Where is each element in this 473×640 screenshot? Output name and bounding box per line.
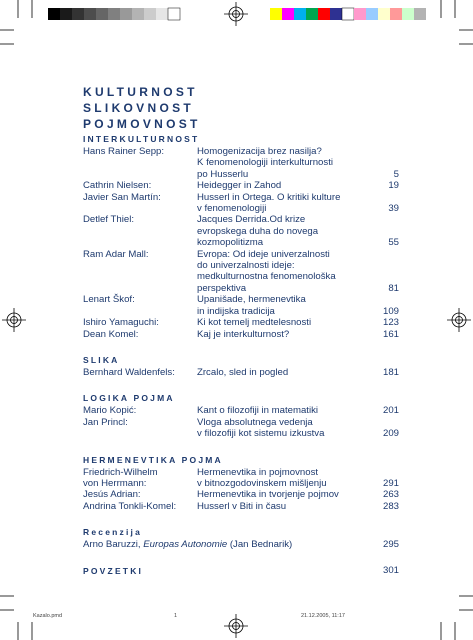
toc-entry-row xyxy=(83,329,399,340)
entry-author: Jan Princl: xyxy=(83,416,128,428)
toc-entry-row xyxy=(83,203,399,214)
entry-author: von Herrmann: xyxy=(83,477,147,489)
entry-title: do univerzalnosti ideje: xyxy=(197,260,295,272)
entry-title: Hermenevtika in tvorjenje pojmov xyxy=(197,489,339,501)
toc-entry-row xyxy=(83,192,399,203)
entry-author: Bernhard Waldenfels: xyxy=(83,366,175,378)
grayscale-bar xyxy=(48,8,180,20)
entry-title: perspektiva xyxy=(197,282,247,294)
entry-title: Upanišade, hermenevtika xyxy=(197,294,306,306)
entry-author: Andrina Tonkli-Komel: xyxy=(83,500,177,512)
toc-entry-row xyxy=(83,367,399,378)
title-line: KULTURNOST xyxy=(83,85,198,99)
entry-title: v fenomenologiji xyxy=(197,203,267,215)
entry-title: evropskega duha do novega xyxy=(197,225,319,237)
review-author: Arno Baruzzi, xyxy=(83,539,141,551)
section-title: Recenzija xyxy=(83,527,143,538)
review-text xyxy=(83,539,369,550)
summary-row xyxy=(83,565,399,578)
entry-page: 201 xyxy=(382,405,399,417)
toc-entry-row xyxy=(83,169,399,180)
table-of-contents xyxy=(83,133,399,592)
entry-page: 181 xyxy=(382,366,399,378)
entry-page: 39 xyxy=(388,203,399,215)
entry-author: Friedrich-Wilhelm xyxy=(83,466,158,478)
entry-title: v filozofiji kot sistemu izkustva xyxy=(197,428,325,440)
toc-entry-row xyxy=(83,249,399,260)
entry-title: kozmopolitizma xyxy=(197,237,264,249)
entry-title: in indijska tradicija xyxy=(197,305,275,317)
section-title: SLIKA xyxy=(83,354,120,365)
entry-title: Ki kot temelj medtelesnosti xyxy=(197,317,312,329)
entry-page: 263 xyxy=(382,489,399,501)
entry-title: Zrcalo, sled in pogled xyxy=(197,366,289,378)
toc-entry-row xyxy=(83,417,399,428)
toc-section xyxy=(83,133,399,340)
entry-title: Heidegger in Zahod xyxy=(197,180,282,192)
entry-page: 161 xyxy=(382,328,399,340)
toc-section xyxy=(83,392,399,439)
entry-page: 209 xyxy=(382,428,399,440)
entry-title: Homogenizacija brez nasilja? xyxy=(197,146,322,157)
entry-author: Hans Rainer Sepp: xyxy=(83,146,165,157)
entry-page: 55 xyxy=(388,237,399,249)
toc-entry-row xyxy=(83,467,399,478)
entry-page: 291 xyxy=(382,477,399,489)
entry-author: Javier San Martín: xyxy=(83,191,161,203)
toc-section xyxy=(83,354,399,378)
entry-page: 19 xyxy=(388,180,399,192)
entry-title: Evropa: Od ideje univerzalnosti xyxy=(197,248,330,260)
entry-title: po Husserlu xyxy=(197,168,249,180)
entry-title: v bitnozgodovinskem mišljenju xyxy=(197,477,327,489)
color-bar xyxy=(270,8,426,20)
entry-page: 123 xyxy=(382,317,399,329)
toc-entry-row xyxy=(83,214,399,225)
title-block xyxy=(83,84,201,132)
toc-entry-row xyxy=(83,317,399,328)
entry-author: Mario Kopić: xyxy=(83,405,137,417)
entry-title: K fenomenologiji interkulturnosti xyxy=(197,157,333,169)
toc-entry-row xyxy=(83,428,399,439)
toc-entry-row xyxy=(83,294,399,305)
toc-entry-row xyxy=(83,306,399,317)
entry-title: Husserl in Ortega. O kritiki kulture xyxy=(197,191,341,203)
entry-author: Cathrin Nielsen: xyxy=(83,180,152,192)
footer-timestamp: 21.12.2005, 11:17 xyxy=(301,613,345,619)
entry-title: Husserl v Biti in času xyxy=(197,500,287,512)
summary-page: 301 xyxy=(382,564,399,576)
toc-section xyxy=(83,454,399,513)
toc-entry-row xyxy=(83,405,399,416)
entry-title: Kaj je interkulturnost? xyxy=(197,328,290,340)
entry-author: Detlef Thiel: xyxy=(83,214,135,226)
entry-page: 283 xyxy=(382,500,399,512)
review-book-title: Europas Autonomie xyxy=(143,539,228,551)
review-row xyxy=(83,539,399,550)
entry-author: Ram Adar Mall: xyxy=(83,248,149,260)
footer-page-number: 1 xyxy=(174,613,178,619)
entry-title: Vloga absolutnega vedenja xyxy=(197,416,313,428)
toc-entry-row xyxy=(83,237,399,248)
registration-mark-bottom xyxy=(224,614,248,638)
footer-file-name: Kazalo.pmd xyxy=(33,613,63,619)
toc-section xyxy=(83,565,399,578)
section-title: POVZETKI xyxy=(83,565,144,576)
review-page: 295 xyxy=(382,539,399,551)
entry-title: Hermenevtika in pojmovnost xyxy=(197,466,319,478)
toc-entry-row xyxy=(83,271,399,282)
toc-section xyxy=(83,526,399,550)
entry-author: Dean Komel: xyxy=(83,328,139,340)
review-reviewer: (Jan Bednarik) xyxy=(229,539,293,551)
toc-entry-row xyxy=(83,180,399,191)
registration-mark-left xyxy=(2,308,26,332)
title-line: SLIKOVNOST xyxy=(83,101,195,115)
entry-author: Lenart Škof: xyxy=(83,294,135,306)
entry-title: Jacques Derrida.Od krize xyxy=(197,214,306,226)
toc-entry-row xyxy=(83,501,399,512)
entry-author: Jesús Adrian: xyxy=(83,489,141,501)
toc-entry-row xyxy=(83,146,399,157)
toc-entry-row xyxy=(83,226,399,237)
registration-mark-top xyxy=(224,2,248,26)
entry-author: Ishiro Yamaguchi: xyxy=(83,317,159,329)
entry-title: Kant o filozofiji in matematiki xyxy=(197,405,319,417)
toc-entry-row xyxy=(83,283,399,294)
entry-title: medkulturnostna fenomenološka xyxy=(197,271,336,283)
toc-entry-row xyxy=(83,489,399,500)
entry-page: 5 xyxy=(393,168,399,180)
toc-entry-row xyxy=(83,260,399,271)
toc-entry-row xyxy=(83,478,399,489)
entry-page: 109 xyxy=(382,305,399,317)
toc-entry-row xyxy=(83,157,399,168)
title-line: POJMOVNOST xyxy=(83,117,201,131)
section-title: INTERKULTURNOST xyxy=(83,134,200,144)
section-title: HERMENEVTIKA POJMA xyxy=(83,454,223,465)
entry-page: 81 xyxy=(388,282,399,294)
registration-mark-right xyxy=(447,308,471,332)
section-title: LOGIKA POJMA xyxy=(83,393,175,404)
